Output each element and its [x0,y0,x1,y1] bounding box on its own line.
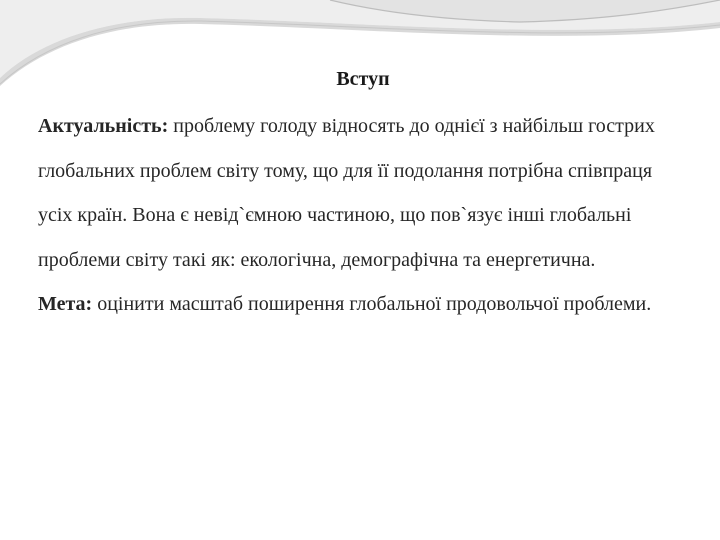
relevance-text: проблему голоду відносять до однієї з найбільш гострих глобальних проблем світу тому, що для її подолання потрібна співпраця усіх країн. Вона є невід`ємною частиною, що пов`язує інші глобальні проблеми світу такі як: екологічна, демографічна та енергетична. [38,115,655,271]
goal-paragraph [38,282,678,327]
header-decoration [0,0,720,120]
relevance-paragraph [38,104,678,282]
relevance-label: Актуальність: [38,115,169,137]
slide-title: Вступ [336,68,390,90]
slide-body [38,104,678,327]
goal-text: оцінити масштаб поширення глобальної продовольчої проблеми. [92,293,652,315]
goal-label: Мета: [38,293,93,315]
